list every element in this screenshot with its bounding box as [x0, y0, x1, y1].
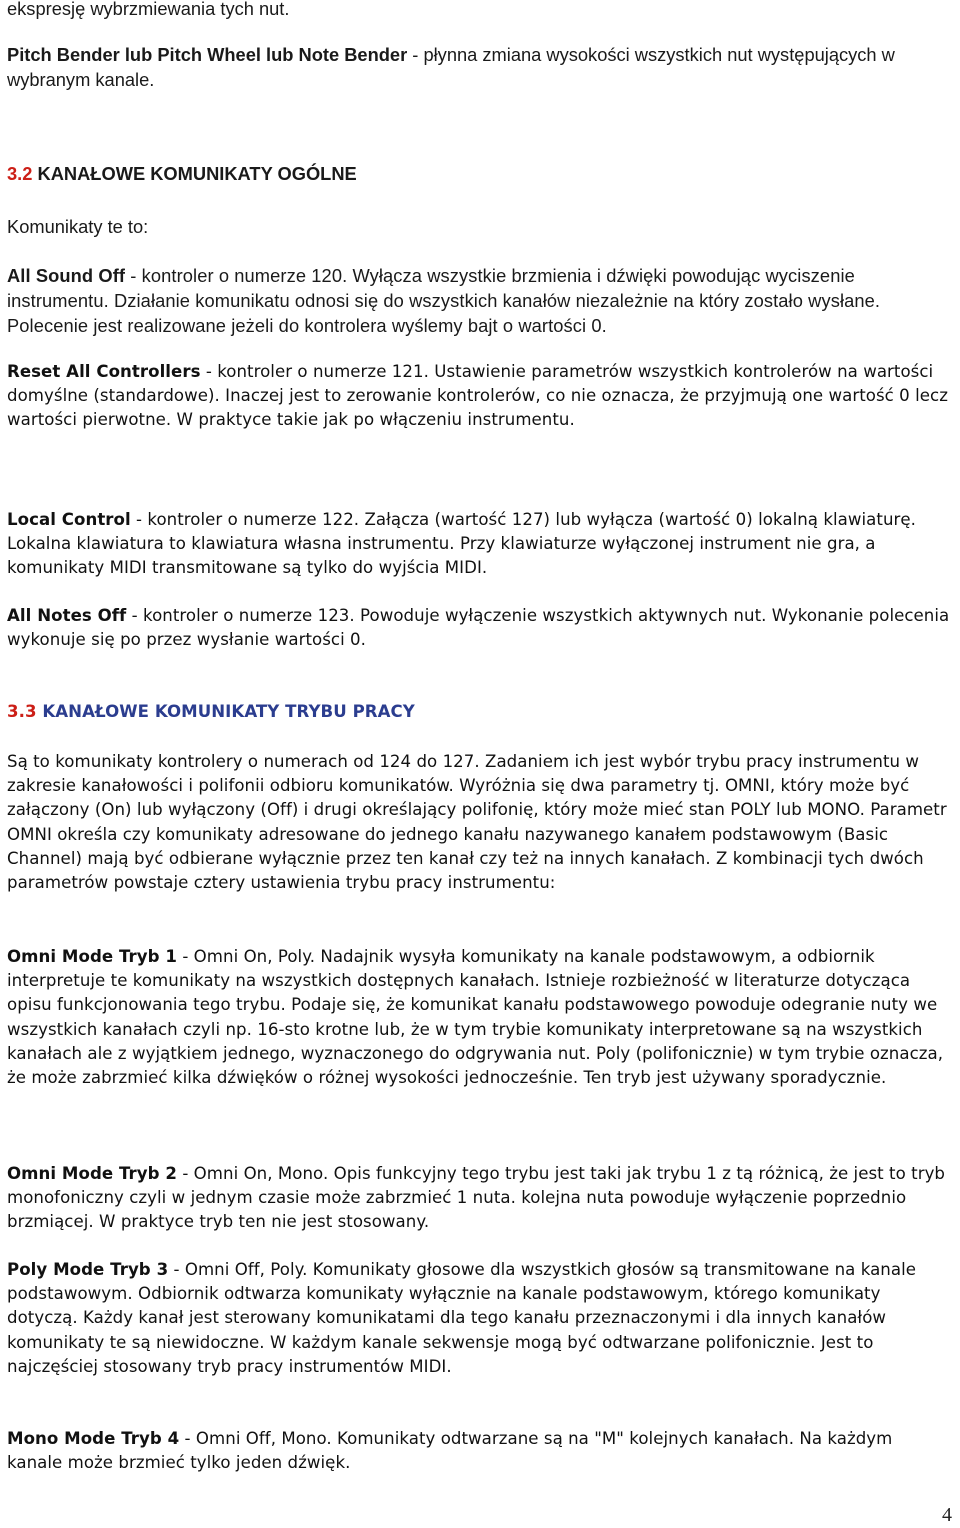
- omni-mode-1-paragraph: [7, 945, 952, 1090]
- mono-mode-4-paragraph: [7, 1427, 952, 1475]
- all-notes-off-paragraph: [7, 604, 952, 652]
- section-3-3-heading: [7, 700, 952, 724]
- mono-mode-4-text: - Omni Off, Mono. Komunikaty odtwarzane są na "M" kolejnych kanałach. Na każdym kanale może brzmieć tylko jeden dźwięk.: [7, 1429, 893, 1473]
- all-notes-off-text: - kontroler o numerze 123. Powoduje wyłączenie wszystkich aktywnych nut. Wykonanie polecenia wykonuje się po przez wysłanie wartości 0.: [7, 606, 950, 650]
- poly-mode-3-paragraph: [7, 1258, 952, 1379]
- pitch-bender-text: - płynna zmiana wysokości wszystkich nut występujących w wybranym kanale.: [7, 44, 895, 90]
- local-control-text: - kontroler o numerze 122. Załącza (wartość 127) lub wyłącza (wartość 0) lokalną klawiaturę. Lokalna klawiatura to klawiatura własna instrumentu. Przy klawiaturze wyłączonej instrument nie gra, a komunikaty MIDI transmitowane są tylko do wyjścia MIDI.: [7, 510, 916, 578]
- omni-mode-2-paragraph: [7, 1162, 952, 1235]
- pitch-bender-paragraph: [7, 43, 952, 93]
- local-control-paragraph: [7, 508, 952, 581]
- all-sound-off-text: - kontroler o numerze 120. Wyłącza wszystkie brzmienia i dźwięki powodując wyciszenie instrumentu. Działanie komunikatu odnosi się do wszystkich kanałów niezależnie na który zostało wysłane. Polecenie jest realizowane jeżeli do kontrolera wyślemy bajt o wartości 0.: [7, 265, 881, 336]
- section-3-2-title: KANAŁOWE KOMUNIKATY OGÓLNE: [32, 163, 357, 184]
- reset-all-controllers-paragraph: [7, 360, 952, 433]
- mono-mode-4-term: Mono Mode Tryb 4: [7, 1429, 180, 1448]
- section-3-3-number: 3.3: [7, 702, 37, 721]
- komunikaty-intro-text: Komunikaty te to:: [7, 216, 149, 237]
- all-sound-off-paragraph: [7, 264, 952, 338]
- omni-mode-2-term: Omni Mode Tryb 2: [7, 1164, 177, 1183]
- omni-mode-1-text: - Omni On, Poly. Nadajnik wysyła komunikaty na kanale podstawowym, a odbiornik interpretuje te komunikaty na wszystkich dostępnych kanałach. Istnieje rozbieżność w literaturze dotycząca opisu funkcjonowania tego trybu. Podaje się, że komunikat kanału podstawowego powoduje odegranie nuty we wszystkich kanałach czyli np. 16-sto krotne lub, że w tym trybie komunikaty interpretowane są na wszystkich kanałach ale z wyjątkiem jednego, wyznaczonego do odgrywania nut. Poly (polifonicznie) w tym trybie oznacza, że może zabrzmieć kilka dźwięków o różnej wysokości jednocześnie. Ten tryb jest używany sporadycznie.: [7, 947, 944, 1088]
- reset-all-controllers-term: Reset All Controllers: [7, 362, 201, 381]
- pitch-bender-term: Pitch Bender lub Pitch Wheel lub Note Bender: [7, 44, 408, 65]
- all-notes-off-term: All Notes Off: [7, 606, 127, 625]
- section-3-3-intro: Są to komunikaty kontrolery o numerach od 124 do 127. Zadaniem ich jest wybór trybu pracy instrumentu w zakresie kanałowości i polifonii odbioru komunikatów. Wyróżnia się dwa parametry tj. OMNI, który może być załączony (On) lub wyłączony (Off) i drugi określający polifonię, który może mieć stan POLY lub MONO. Parametr OMNI określa czy komunikaty adresowane do jednego kanału nazywanego kanałem podstawowym (Basic Channel) mają być odbierane wyłącznie przez ten kanał czy też na innych kanałach. Z kombinacji tych dwóch parametrów powstaje cztery ustawienia trybu pracy instrumentu:: [7, 752, 947, 893]
- section-3-3-title: KANAŁOWE KOMUNIKATY TRYBU PRACY: [36, 702, 415, 721]
- section-3-2-heading: [7, 162, 952, 187]
- page-number: 4: [942, 1504, 952, 1526]
- local-control-term: Local Control: [7, 510, 131, 529]
- poly-mode-3-text: - Omni Off, Poly. Komunikaty głosowe dla wszystkich głosów są transmitowane na kanale podstawowym. Odbiornik odtwarza komunikaty wyłącznie na kanale podstawowym, którego komunikaty dotyczą. Każdy kanał jest sterowany komunikatami dla tego kanału przeznaczonymi i dla innych kanałów komunikaty te są niewidoczne. W każdym kanale sekwensje mogą być odtwarzane polifonicznie. Jest to najczęściej stosowany tryb pracy instrumentów MIDI.: [7, 1260, 917, 1376]
- section-3-2-number: 3.2: [7, 163, 33, 184]
- all-sound-off-term: All Sound Off: [7, 265, 126, 286]
- reset-all-controllers-text: - kontroler o numerze 121. Ustawienie parametrów wszystkich kontrolerów na wartości domyślne (standardowe). Inaczej jest to zerowanie kontrolerów, co nie oznacza, że przyjmują one wartość 0 lecz wartości pierwotne. W praktyce takie jak po włączeniu instrumentu.: [7, 362, 948, 430]
- omni-mode-1-term: Omni Mode Tryb 1: [7, 947, 177, 966]
- intro-tail-text: ekspresję wybrzmiewania tych nut.: [7, 0, 290, 19]
- omni-mode-2-text: - Omni On, Mono. Opis funkcyjny tego trybu jest taki jak trybu 1 z tą różnicą, że jest to tryb monofoniczny czyli w jednym czasie może zabrzmieć 1 nuta. kolejna nuta powoduje wyłączenie poprzednio brzmiącej. W praktyce tryb ten nie jest stosowany.: [7, 1164, 946, 1232]
- poly-mode-3-term: Poly Mode Tryb 3: [7, 1260, 169, 1279]
